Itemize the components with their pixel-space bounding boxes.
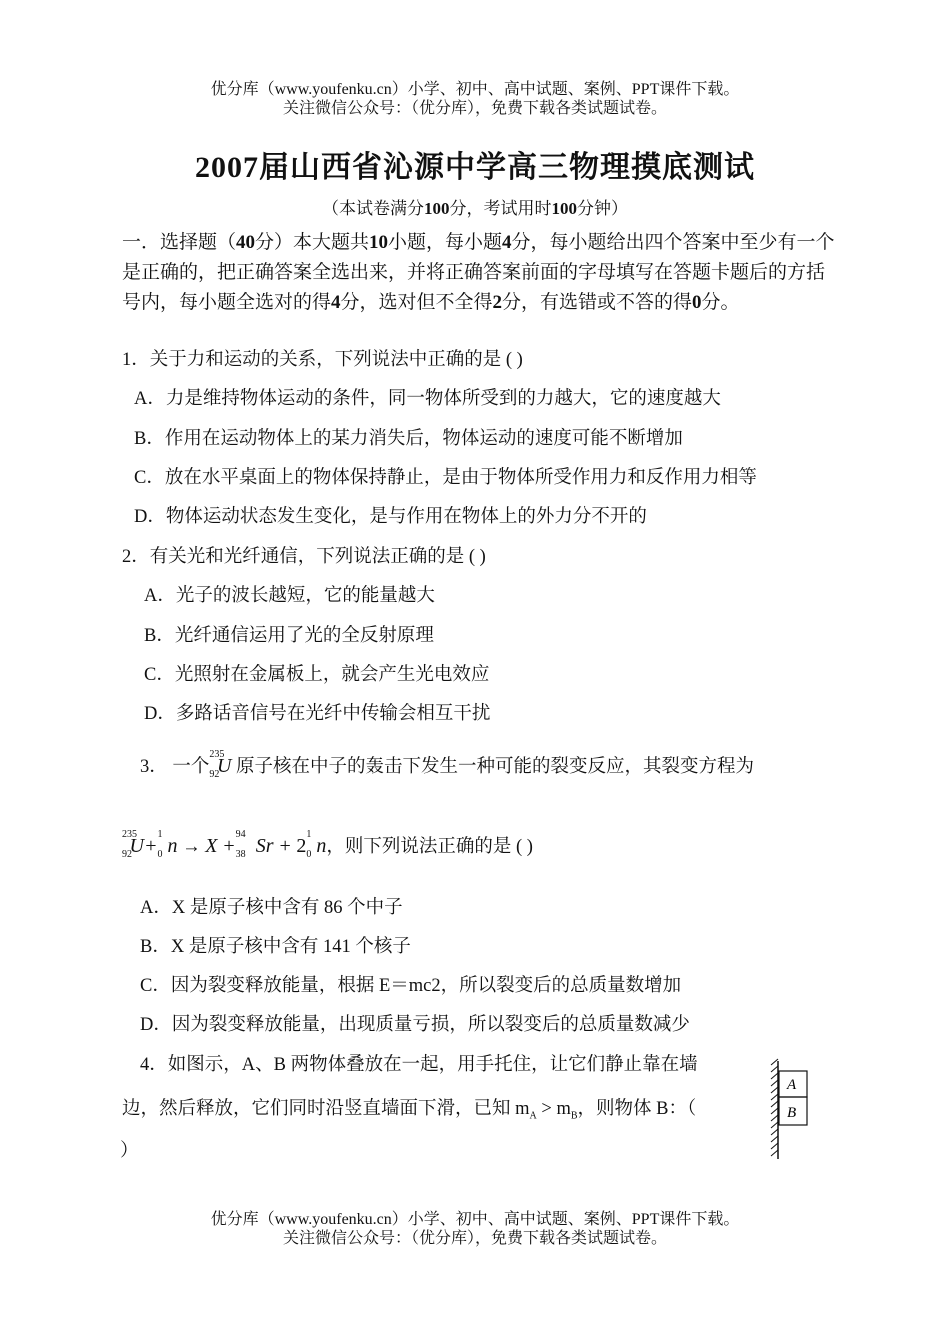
q3-pre: 一个 bbox=[172, 757, 210, 777]
subtitle bbox=[0, 194, 950, 219]
q2-option-c: C．光照射在金属板上，就会产生光电效应 bbox=[144, 665, 490, 685]
instr-text-2: 分）本大题共 bbox=[255, 232, 370, 253]
eq-u bbox=[122, 830, 144, 860]
q3-number: 3． bbox=[140, 757, 168, 777]
instr-score: 40 bbox=[236, 232, 256, 253]
q1-stem: 1．关于力和运动的关系，下列说法中正确的是 ( ) bbox=[122, 350, 523, 370]
eq-u-atomic: 92 bbox=[122, 849, 132, 860]
q3-option-b: B．X 是原子核中含有 141 个核子 bbox=[140, 937, 411, 957]
page-title: 2007届山西省沁源中学高三物理摸底测试 bbox=[195, 151, 755, 184]
eq-plus-2: + bbox=[222, 835, 236, 857]
instr-text-6: 分，有选错或不答的得 bbox=[502, 292, 693, 313]
instr-count: 10 bbox=[369, 232, 389, 253]
instr-text-4: 分，每小题给出四个答案中至少有一个是正确的，把正确答案全选出来，并将正确答案前面的字母填写在答题卡题后的方括号内，每小题全选对的得 bbox=[122, 232, 835, 313]
exam-time: 100 bbox=[551, 199, 577, 218]
eq-n2-atomic: 0 bbox=[306, 849, 312, 860]
q1-option-a: A．力是维持物体运动的条件，同一物体所受到的力越大，它的速度越大 bbox=[134, 389, 721, 409]
eq-plus-1: + bbox=[144, 835, 158, 857]
q3-option-d: D．因为裂变释放能量，出现质量亏损，所以裂变后的总质量数减少 bbox=[140, 1015, 690, 1035]
footer-line-2: 关注微信公众号：（优分库），免费下载各类试题试卷。 bbox=[282, 1230, 667, 1247]
q1-option-b: B．作用在运动物体上的某力消失后，物体运动的速度可能不断增加 bbox=[134, 429, 683, 449]
q4-sub-a: A bbox=[529, 1110, 537, 1122]
q3-stem bbox=[140, 750, 754, 780]
block-a-label: A bbox=[787, 1077, 797, 1093]
eq-sr-atomic: 38 bbox=[235, 849, 246, 860]
q4-line-2-pre: 边，然后释放，它们同时沿竖直墙面下滑，已知 m bbox=[122, 1099, 530, 1119]
q4-line-2 bbox=[122, 1097, 696, 1129]
q3-post: 原子核在中子的轰击下发生一种可能的裂变反应，其裂变方程为 bbox=[236, 757, 755, 777]
q2-option-b: B．光纤通信运用了光的全反射原理 bbox=[144, 626, 434, 646]
header-line-1: 优分库（www.youfenku.cn）小学、初中、高中试题、案例、PPT课件下载。 bbox=[210, 81, 740, 98]
q3-isotope-u bbox=[209, 750, 231, 780]
q2-option-a: A．光子的波长越短，它的能量越大 bbox=[144, 586, 435, 606]
q4-line-2-post: ，则物体 B：（ bbox=[577, 1099, 697, 1119]
header-line-2: 关注微信公众号：（优分库），免费下载各类试题试卷。 bbox=[282, 100, 667, 117]
isotope-mass: 235 bbox=[209, 749, 225, 760]
q2-stem: 2．有关光和光纤通信，下列说法正确的是 ( ) bbox=[122, 547, 486, 567]
q3-equation bbox=[122, 830, 533, 860]
q4-wall-figure bbox=[765, 1055, 815, 1163]
q3-tail: ，则下列说法正确的是 ( ) bbox=[326, 837, 533, 857]
eq-coefficient: 2 bbox=[296, 835, 307, 857]
eq-n2-mass: 1 bbox=[306, 829, 312, 840]
eq-n-symbol: n bbox=[167, 835, 178, 857]
q1-option-c: C．放在水平桌面上的物体保持静止，是由于物体所受作用力和反作用力相等 bbox=[134, 468, 757, 488]
q4-sub-b: B bbox=[570, 1110, 578, 1122]
isotope-atomic: 92 bbox=[209, 769, 220, 780]
q4-line-3: ） bbox=[120, 1141, 139, 1161]
q4-gt: > m bbox=[536, 1099, 571, 1119]
eq-sr-mass: 94 bbox=[235, 829, 246, 840]
instr-text-5: 分，选对但不全得 bbox=[340, 292, 493, 313]
eq-n-atomic: 0 bbox=[157, 849, 163, 860]
instr-text-1: 一．选择题（ bbox=[122, 232, 237, 253]
q2-option-d: D．多路话音信号在光纤中传输会相互干扰 bbox=[144, 704, 491, 724]
instr-text-7: 分。 bbox=[701, 292, 740, 313]
block-b-label: B bbox=[787, 1105, 797, 1121]
wall-hatch bbox=[771, 1059, 778, 1156]
subtitle-prefix: （本试卷满分 bbox=[322, 199, 424, 218]
q4-line-1: 4．如图示，A、B 两物体叠放在一起，用手托住，让它们静止靠在墙 bbox=[140, 1055, 698, 1075]
eq-sr bbox=[236, 830, 274, 860]
eq-u-symbol: U bbox=[129, 835, 144, 857]
eq-n2-symbol: n bbox=[316, 835, 327, 857]
eq-sr-symbol: Sr bbox=[255, 835, 274, 857]
q1-option-d: D．物体运动状态发生变化，是与作用在物体上的外力分不开的 bbox=[134, 507, 647, 527]
eq-n-mass: 1 bbox=[157, 829, 163, 840]
full-score: 100 bbox=[424, 199, 450, 218]
eq-arrow: → bbox=[182, 837, 201, 857]
eq-u-mass: 235 bbox=[122, 829, 137, 840]
instr-text-3: 小题，每小题 bbox=[388, 232, 503, 253]
subtitle-mid: 分，考试用时 bbox=[449, 199, 552, 218]
instr-wrong: 0 bbox=[692, 292, 702, 313]
eq-n2 bbox=[306, 830, 326, 860]
subtitle-suffix: 分钟） bbox=[577, 199, 628, 218]
section-instructions bbox=[122, 228, 842, 318]
instr-partial: 2 bbox=[492, 292, 503, 313]
footer-line-1: 优分库（www.youfenku.cn）小学、初中、高中试题、案例、PPT课件下载。 bbox=[210, 1211, 740, 1228]
eq-n bbox=[158, 830, 178, 860]
q3-option-c: C．因为裂变释放能量，根据 E＝mc2，所以裂变后的总质量数增加 bbox=[140, 976, 682, 996]
instr-full: 4 bbox=[331, 292, 341, 313]
eq-plus-3: + bbox=[278, 835, 292, 857]
instr-each: 4 bbox=[502, 232, 512, 253]
q3-option-a: A．X 是原子核中含有 86 个中子 bbox=[140, 898, 403, 918]
isotope-symbol: U bbox=[216, 755, 232, 777]
eq-x: X bbox=[205, 835, 218, 857]
